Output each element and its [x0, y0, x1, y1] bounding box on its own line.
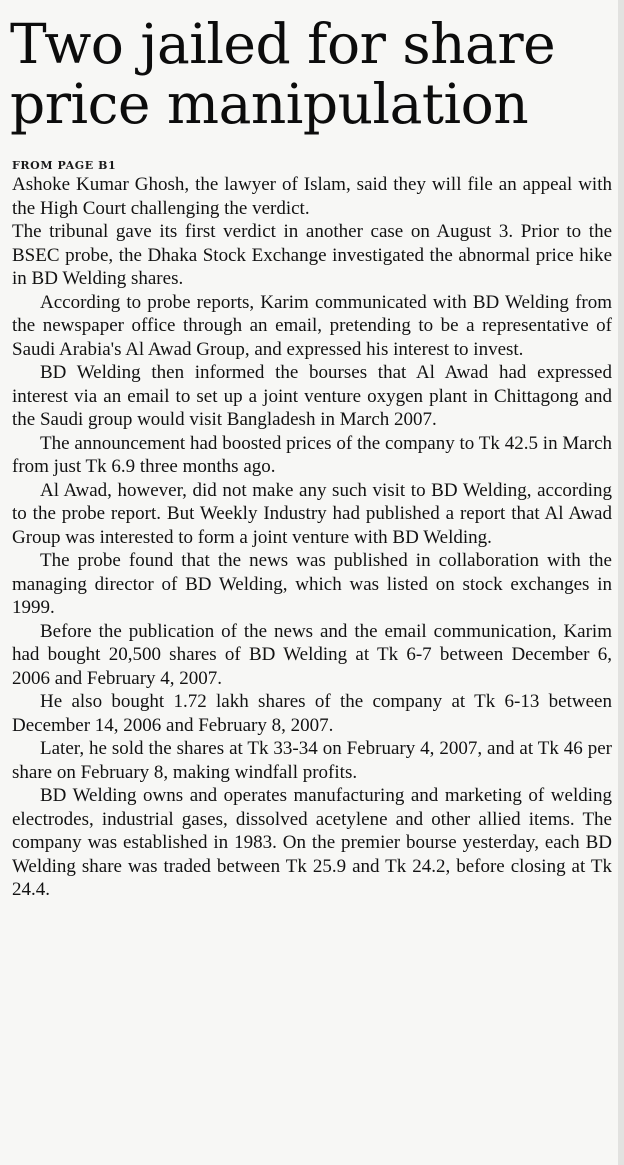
headline-line-1: Two jailed for share	[10, 12, 556, 76]
paragraph: Ashoke Kumar Ghosh, the lawyer of Islam, said they will file an appeal with the High Court challenging the verdict.	[12, 174, 612, 219]
paragraph: The announcement had boosted prices of the company to Tk 42.5 in March from just Tk 6.9 three months ago.	[12, 432, 612, 477]
article-body	[12, 173, 612, 902]
paragraph: Al Awad, however, did not make any such visit to BD Welding, according to the probe report. But Weekly Industry had published a report that Al Awad Group was interested to form a joint venture with BD Welding.	[12, 479, 612, 548]
paragraph: According to probe reports, Karim communicated with BD Welding from the newspaper office through an email, pretending to be a representative of Saudi Arabia's Al Awad Group, and expressed his interest to invest.	[12, 291, 612, 360]
headline	[6, 14, 614, 134]
paragraph: BD Welding owns and operates manufacturing and marketing of welding electrodes, industrial gases, dissolved acetylene and other allied items. The company was established in 1983. On the premier bourse yesterday, each BD Welding share was traded between Tk 25.9 and Tk 24.2, before closing at Tk 24.4.	[12, 785, 612, 900]
paragraph: BD Welding then informed the bourses that Al Awad had expressed interest via an email to set up a joint venture oxygen plant in Chittagong and the Saudi group would visit Bangladesh in March 2007.	[12, 362, 612, 430]
jump-line: FROM PAGE B1	[12, 159, 117, 172]
paragraph: The tribunal gave its first verdict in another case on August 3. Prior to the BSEC probe, the Dhaka Stock Exchange investigated the abnormal price hike in BD Welding shares.	[12, 221, 612, 289]
paragraph: Before the publication of the news and the email communication, Karim had bought 20,500 shares of BD Welding at Tk 6-7 between December 6, 2006 and February 4, 2007.	[12, 620, 612, 689]
headline-line-2: price manipulation	[10, 72, 529, 136]
scan-edge	[618, 0, 624, 1165]
paragraph: He also bought 1.72 lakh shares of the company at Tk 6-13 between December 14, 2006 and February 8, 2007.	[12, 691, 612, 736]
paragraph: The probe found that the news was published in collaboration with the managing director of BD Welding, which was listed on stock exchanges in 1999.	[12, 550, 612, 618]
paragraph: Later, he sold the shares at Tk 33-34 on February 4, 2007, and at Tk 46 per share on February 8, making windfall profits.	[12, 738, 612, 783]
